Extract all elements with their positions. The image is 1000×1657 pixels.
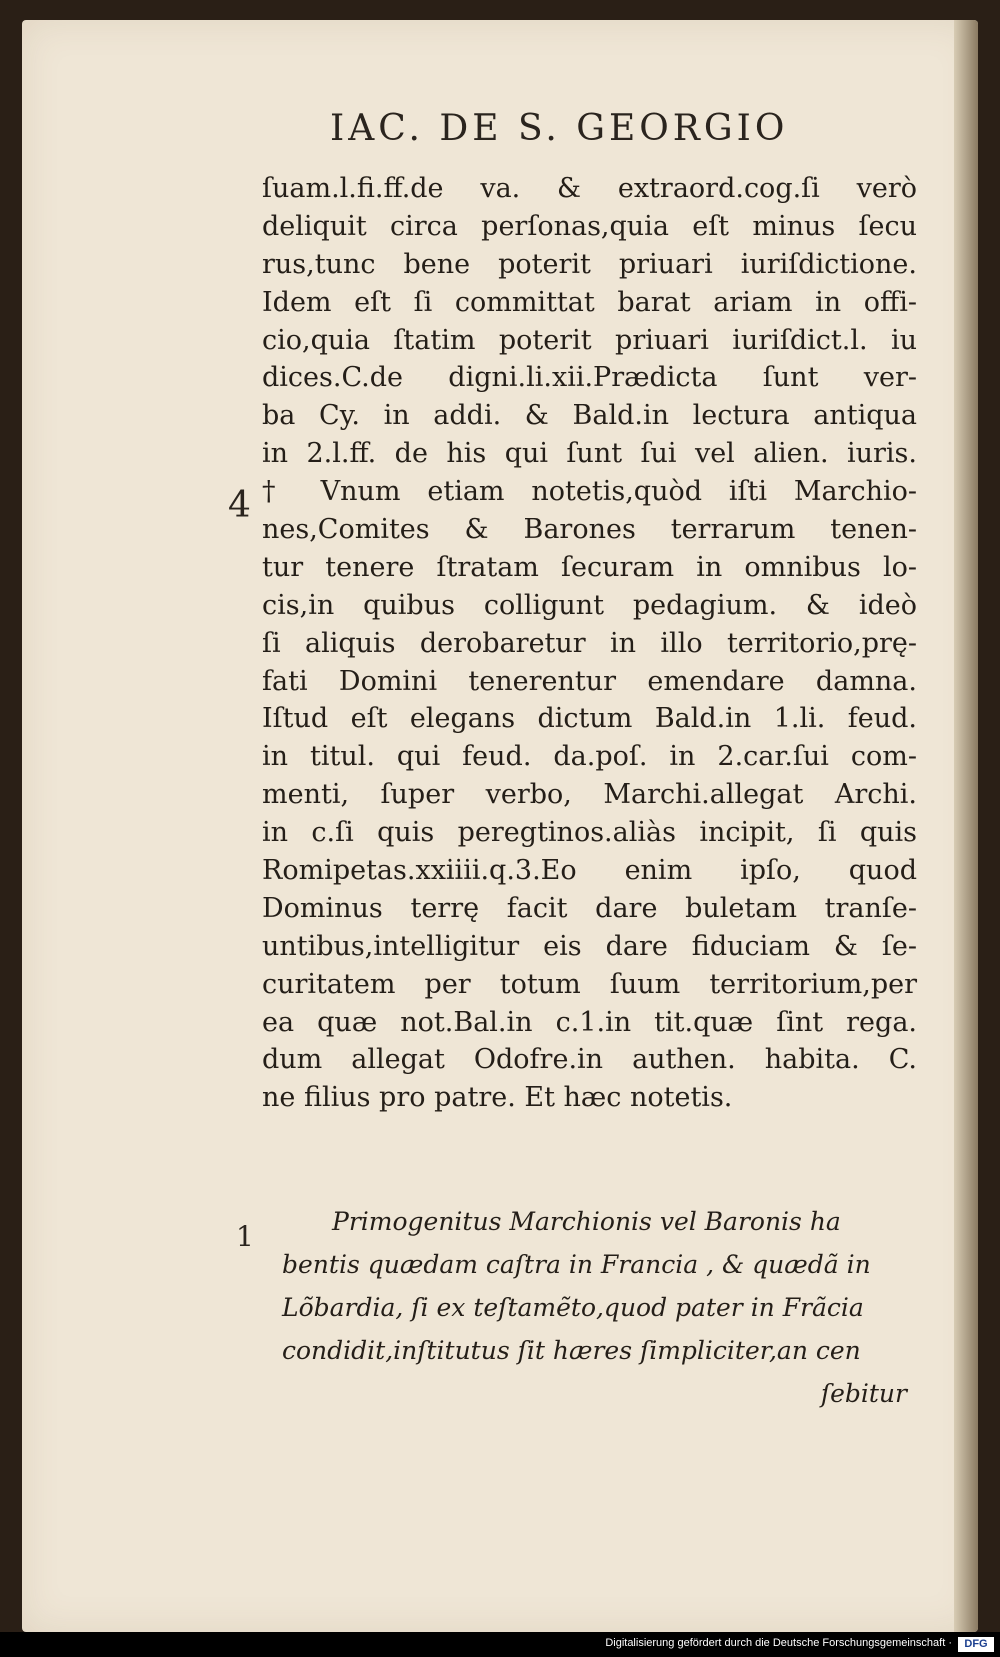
dfg-logo-icon: DFG xyxy=(958,1637,994,1652)
body-line: ba Cy. in addi. & Bald.in lectura antiqua xyxy=(262,400,917,432)
footer-bar xyxy=(0,1632,1000,1657)
summary-text xyxy=(282,1200,907,1415)
summary-line: condidit,inſtitutus ſit hæres ſimpliciter,an cen xyxy=(282,1336,861,1365)
body-line: tur tenere ſtratam ſecuram in omnibus lo- xyxy=(262,551,917,583)
body-line: menti, ſuper verbo, Marchi.allegat Archi. xyxy=(262,779,917,811)
body-line: curitatem per totum ſuum territorium,per xyxy=(262,968,917,1000)
body-line: untibus,intelligitur eis dare fiduciam & ſe- xyxy=(262,930,917,962)
body-line: dices.C.de digni.li.xii.Prædicta ſunt ver- xyxy=(262,362,917,394)
summary-line: Primogenitus Marchionis vel Baronis ha xyxy=(332,1207,841,1236)
body-line: dum allegat Odofre.in authen. habita. C. xyxy=(262,1044,917,1076)
body-line: deliquit circa perſonas,quia eſt minus ſecu xyxy=(262,210,917,242)
body-line: fati Domini tenerentur emendare damna. xyxy=(262,665,917,697)
catchword: ſebitur xyxy=(820,1379,907,1408)
body-line: ſi aliquis derobaretur in illo territorio,prę- xyxy=(262,627,917,659)
footer-credit: Digitalisierung gefördert durch die Deutsche Forschungsgemeinschaft · xyxy=(605,1637,952,1649)
summary-line: bentis quædam caſtra in Francia , & quædã in xyxy=(282,1250,871,1279)
page-edge xyxy=(954,20,978,1632)
body-line: Dominus terrę facit dare buletam tranſe- xyxy=(262,892,917,924)
body-line: ſuam.l.fi.ff.de va. & extraord.cog.ſi verò xyxy=(262,173,917,204)
body-line: cio,quia ſtatim poterit priuari iuriſdict.l. iu xyxy=(262,324,917,356)
body-line: in titul. qui feud. da.poſ. in 2.car.ſui com- xyxy=(262,741,917,773)
body-line: in c.ſi quis peregtinos.aliàs incipit, ſi quis xyxy=(262,817,917,849)
marginal-number-1: 1 xyxy=(236,1220,254,1253)
body-line: nes,Comites & Barones terrarum tenen- xyxy=(262,514,917,546)
summary-line: Lõbardia, ſi ex teſtamẽto,quod pater in Frãcia xyxy=(282,1293,864,1322)
body-line: Iſtud eſt elegans dictum Bald.in 1.li. feud. xyxy=(262,703,917,735)
body-line: ea quæ not.Bal.in c.1.in tit.quæ ſint rega. xyxy=(262,1006,917,1038)
body-line: Romipetas.xxiiii.q.3.Eo enim ipſo, quod xyxy=(262,855,917,887)
body-line: in 2.l.ff. de his qui ſunt ſui vel alien. iuris. xyxy=(262,438,917,470)
marginal-number-4: 4 xyxy=(228,485,251,526)
body-line: ne filius pro patre. Et hæc notetis. xyxy=(262,1082,733,1114)
body-line: rus,tunc bene poterit priuari iuriſdictione. xyxy=(262,248,917,280)
body-line: Idem eſt ſi committat barat ariam in offi- xyxy=(262,286,917,318)
running-head: IAC. DE S. GEORGIO xyxy=(330,108,789,149)
body-text xyxy=(262,170,917,1117)
body-line: cis,in quibus colligunt pedagium. & ideò xyxy=(262,589,917,621)
body-line: † Vnum etiam notetis,quòd iſti Marchio- xyxy=(262,476,917,508)
